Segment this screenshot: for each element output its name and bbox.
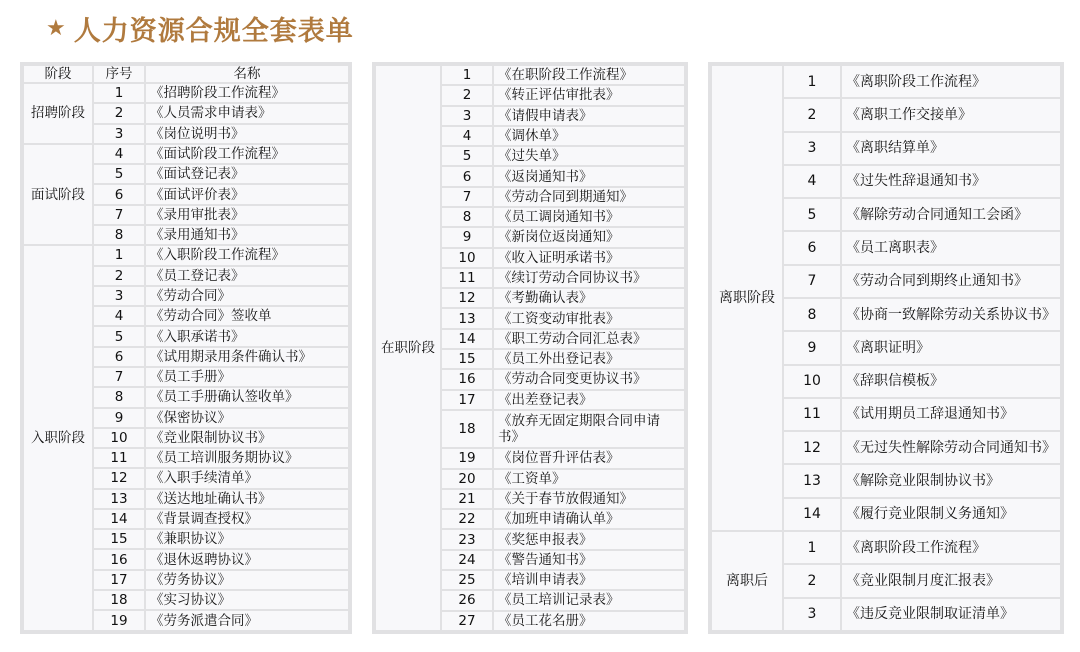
number-cell: 24 <box>442 551 492 569</box>
name-cell: 《奖惩申报表》 <box>494 530 684 548</box>
stage-cell: 在职阶段 <box>376 66 440 630</box>
number-cell: 3 <box>784 599 840 631</box>
number-cell: 15 <box>94 530 144 548</box>
number-cell: 6 <box>94 348 144 366</box>
page-title: 人力资源合规全套表单 <box>73 15 354 47</box>
name-cell: 《离职结算单》 <box>842 133 1060 164</box>
on-job-table <box>374 64 686 632</box>
number-cell: 21 <box>442 490 492 508</box>
name-cell: 《离职证明》 <box>842 332 1060 363</box>
name-cell: 《收入证明承诺书》 <box>494 249 684 267</box>
name-cell: 《劳动合同到期通知》 <box>494 188 684 206</box>
name-cell: 《员工花名册》 <box>494 612 684 630</box>
number-cell: 13 <box>442 309 492 327</box>
name-cell: 《员工外出登记表》 <box>494 350 684 368</box>
name-cell: 《考勤确认表》 <box>494 289 684 307</box>
number-cell: 5 <box>94 327 144 345</box>
resignation-table-panel <box>708 62 1064 634</box>
table-row <box>24 145 348 163</box>
number-cell: 12 <box>442 289 492 307</box>
number-cell: 5 <box>784 199 840 230</box>
number-cell: 8 <box>94 388 144 406</box>
name-cell: 《离职阶段工作流程》 <box>842 532 1060 563</box>
name-cell: 《面试阶段工作流程》 <box>146 145 348 163</box>
name-cell: 《放弃无固定期限合同申请书》 <box>494 411 684 448</box>
name-cell: 《岗位晋升评估表》 <box>494 449 684 467</box>
number-cell: 6 <box>442 167 492 185</box>
number-cell: 8 <box>442 208 492 226</box>
name-cell: 《劳动合同》 <box>146 287 348 305</box>
name-cell: 《送达地址确认书》 <box>146 490 348 508</box>
number-cell: 26 <box>442 591 492 609</box>
number-cell: 1 <box>94 84 144 102</box>
number-cell: 17 <box>94 571 144 589</box>
number-cell: 4 <box>442 127 492 145</box>
name-cell: 《面试评价表》 <box>146 185 348 203</box>
number-cell: 12 <box>94 469 144 487</box>
number-cell: 17 <box>442 391 492 409</box>
number-cell: 4 <box>94 307 144 325</box>
number-cell: 22 <box>442 510 492 528</box>
name-cell: 《竞业限制协议书》 <box>146 429 348 447</box>
name-cell: 《兼职协议》 <box>146 530 348 548</box>
name-cell: 《返岗通知书》 <box>494 167 684 185</box>
on-job-table-panel <box>372 62 688 634</box>
name-cell: 《入职阶段工作流程》 <box>146 246 348 264</box>
name-cell: 《培训申请表》 <box>494 571 684 589</box>
stage-cell: 入职阶段 <box>24 246 92 630</box>
name-cell: 《员工手册确认签收单》 <box>146 388 348 406</box>
resignation-table <box>710 64 1062 632</box>
number-cell: 11 <box>442 269 492 287</box>
number-cell: 2 <box>94 104 144 122</box>
number-cell: 4 <box>784 166 840 197</box>
number-cell: 7 <box>94 368 144 386</box>
number-cell: 11 <box>784 399 840 430</box>
name-cell: 《工资变动审批表》 <box>494 309 684 327</box>
name-cell: 《职工劳动合同汇总表》 <box>494 330 684 348</box>
name-cell: 《退休返聘协议》 <box>146 550 348 568</box>
number-cell: 14 <box>442 330 492 348</box>
number-cell: 2 <box>784 565 840 596</box>
page-title-bar <box>46 8 354 48</box>
number-cell: 27 <box>442 612 492 630</box>
number-cell: 19 <box>94 611 144 630</box>
stage-cell: 面试阶段 <box>24 145 92 244</box>
number-cell: 9 <box>94 409 144 427</box>
name-cell: 《面试登记表》 <box>146 165 348 183</box>
table-row <box>24 246 348 264</box>
recruit-onboard-table <box>22 64 350 632</box>
name-cell: 《员工手册》 <box>146 368 348 386</box>
name-cell: 《录用通知书》 <box>146 226 348 244</box>
name-cell: 《无过失性解除劳动合同通知书》 <box>842 432 1060 463</box>
name-cell: 《入职手续清单》 <box>146 469 348 487</box>
number-cell: 16 <box>442 370 492 388</box>
name-cell: 《入职承诺书》 <box>146 327 348 345</box>
number-cell: 14 <box>94 510 144 528</box>
number-cell: 4 <box>94 145 144 163</box>
number-cell: 10 <box>94 429 144 447</box>
name-cell: 《员工调岗通知书》 <box>494 208 684 226</box>
name-cell: 《履行竞业限制义务通知》 <box>842 499 1060 530</box>
name-cell: 《员工离职表》 <box>842 232 1060 263</box>
number-cell: 5 <box>442 147 492 165</box>
name-cell: 《人员需求申请表》 <box>146 104 348 122</box>
name-cell: 《岗位说明书》 <box>146 125 348 143</box>
recruit-onboard-table-panel <box>20 62 352 634</box>
table-row <box>24 84 348 102</box>
name-cell: 《劳动合同到期终止通知书》 <box>842 266 1060 297</box>
header-stage: 阶段 <box>24 66 92 82</box>
name-cell: 《出差登记表》 <box>494 391 684 409</box>
header-number: 序号 <box>94 66 144 82</box>
table-row <box>376 66 684 84</box>
stage-cell: 离职后 <box>712 532 782 630</box>
stage-cell: 招聘阶段 <box>24 84 92 143</box>
name-cell: 《员工培训记录表》 <box>494 591 684 609</box>
name-cell: 《录用审批表》 <box>146 206 348 224</box>
name-cell: 《转正评估审批表》 <box>494 86 684 104</box>
name-cell: 《工资单》 <box>494 470 684 488</box>
name-cell: 《试用期员工辞退通知书》 <box>842 399 1060 430</box>
number-cell: 13 <box>784 465 840 496</box>
number-cell: 19 <box>442 449 492 467</box>
name-cell: 《解除劳动合同通知工会函》 <box>842 199 1060 230</box>
number-cell: 1 <box>442 66 492 84</box>
name-cell: 《竞业限制月度汇报表》 <box>842 565 1060 596</box>
name-cell: 《保密协议》 <box>146 409 348 427</box>
name-cell: 《调休单》 <box>494 127 684 145</box>
name-cell: 《招聘阶段工作流程》 <box>146 84 348 102</box>
number-cell: 1 <box>784 532 840 563</box>
number-cell: 3 <box>94 125 144 143</box>
name-cell: 《试用期录用条件确认书》 <box>146 348 348 366</box>
name-cell: 《在职阶段工作流程》 <box>494 66 684 84</box>
name-cell: 《员工培训服务期协议》 <box>146 449 348 467</box>
number-cell: 14 <box>784 499 840 530</box>
star-icon: ★ <box>46 15 66 41</box>
number-cell: 10 <box>784 366 840 397</box>
number-cell: 8 <box>784 299 840 330</box>
stage-cell: 离职阶段 <box>712 66 782 530</box>
number-cell: 7 <box>442 188 492 206</box>
number-cell: 2 <box>94 267 144 285</box>
name-cell: 《续订劳动合同协议书》 <box>494 269 684 287</box>
name-cell: 《违反竞业限制取证清单》 <box>842 599 1060 631</box>
number-cell: 9 <box>784 332 840 363</box>
name-cell: 《辞职信模板》 <box>842 366 1060 397</box>
name-cell: 《员工登记表》 <box>146 267 348 285</box>
number-cell: 3 <box>94 287 144 305</box>
name-cell: 《离职工作交接单》 <box>842 99 1060 130</box>
name-cell: 《背景调查授权》 <box>146 510 348 528</box>
number-cell: 3 <box>442 107 492 125</box>
number-cell: 9 <box>442 228 492 246</box>
number-cell: 1 <box>94 246 144 264</box>
number-cell: 1 <box>784 66 840 97</box>
name-cell: 《协商一致解除劳动关系协议书》 <box>842 299 1060 330</box>
name-cell: 《解除竞业限制协议书》 <box>842 465 1060 496</box>
number-cell: 23 <box>442 530 492 548</box>
name-cell: 《劳务协议》 <box>146 571 348 589</box>
number-cell: 5 <box>94 165 144 183</box>
name-cell: 《离职阶段工作流程》 <box>842 66 1060 97</box>
number-cell: 3 <box>784 133 840 164</box>
number-cell: 7 <box>94 206 144 224</box>
table-row <box>712 66 1060 97</box>
table-header-row <box>24 66 348 82</box>
name-cell: 《新岗位返岗通知》 <box>494 228 684 246</box>
number-cell: 6 <box>94 185 144 203</box>
number-cell: 12 <box>784 432 840 463</box>
number-cell: 8 <box>94 226 144 244</box>
number-cell: 16 <box>94 550 144 568</box>
name-cell: 《关于春节放假通知》 <box>494 490 684 508</box>
name-cell: 《过失性辞退通知书》 <box>842 166 1060 197</box>
name-cell: 《劳动合同变更协议书》 <box>494 370 684 388</box>
number-cell: 20 <box>442 470 492 488</box>
table-row <box>712 532 1060 563</box>
number-cell: 13 <box>94 490 144 508</box>
header-name: 名称 <box>146 66 348 82</box>
number-cell: 15 <box>442 350 492 368</box>
name-cell: 《劳务派遣合同》 <box>146 611 348 630</box>
number-cell: 2 <box>442 86 492 104</box>
number-cell: 2 <box>784 99 840 130</box>
name-cell: 《加班申请确认单》 <box>494 510 684 528</box>
number-cell: 10 <box>442 249 492 267</box>
name-cell: 《过失单》 <box>494 147 684 165</box>
name-cell: 《劳动合同》签收单 <box>146 307 348 325</box>
number-cell: 7 <box>784 266 840 297</box>
name-cell: 《实习协议》 <box>146 591 348 609</box>
number-cell: 6 <box>784 232 840 263</box>
number-cell: 11 <box>94 449 144 467</box>
number-cell: 25 <box>442 571 492 589</box>
name-cell: 《警告通知书》 <box>494 551 684 569</box>
number-cell: 18 <box>94 591 144 609</box>
name-cell: 《请假申请表》 <box>494 107 684 125</box>
number-cell: 18 <box>442 411 492 448</box>
